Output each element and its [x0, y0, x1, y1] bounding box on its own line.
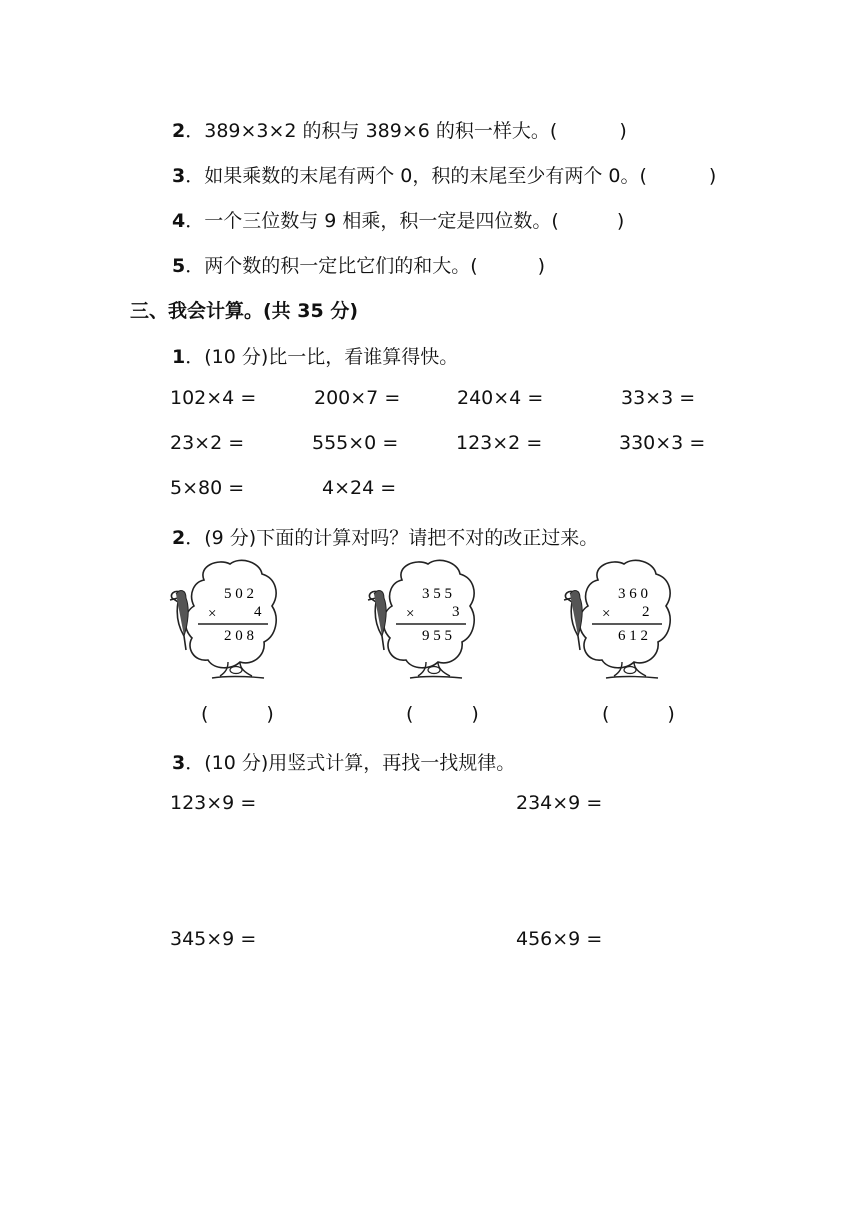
tree-woodpecker-icon [168, 558, 288, 688]
calc-expr: 200×7 = [314, 387, 401, 409]
vertical-calc-expr: 234×9 = [516, 792, 603, 814]
tree-top-number: 3 5 5 [422, 586, 452, 602]
question-text: ．(10 分)比一比，看谁算得快。 [185, 346, 459, 368]
item-text: ．如果乘数的末尾有两个 0，积的末尾至少有两个 0。( [185, 165, 647, 187]
tree-multiplier: 4 [254, 604, 262, 620]
item-number: 2 [172, 120, 186, 142]
question-number: 1 [172, 346, 186, 368]
calc-expr: 33×3 = [621, 387, 696, 409]
item-close-paren: ) [708, 165, 717, 187]
vertical-calc-expr: 123×9 = [170, 792, 257, 814]
item-close-paren: ) [619, 120, 627, 142]
judge-item-5 [172, 251, 545, 278]
item-text: ．两个数的积一定比它们的和大。( [185, 255, 478, 277]
tree-top-number: 5 0 2 [224, 586, 254, 602]
judge-item-3 [172, 161, 716, 188]
calc-expr: 330×3 = [619, 432, 706, 454]
judge-item-4 [172, 206, 624, 233]
item-close-paren: ) [537, 255, 546, 277]
multiply-sign: × [406, 606, 415, 622]
multiply-sign: × [208, 606, 217, 622]
answer-parens-1[interactable]: ( ) [201, 703, 274, 725]
item-number: 4 [172, 210, 186, 232]
item-number: 5 [172, 255, 186, 277]
tree-woodpecker-icon [562, 558, 682, 688]
calc-expr: 555×0 = [312, 432, 399, 454]
question-2 [172, 523, 598, 550]
tree-result: 2 0 8 [224, 628, 254, 644]
calc-expr: 102×4 = [170, 387, 257, 409]
question-text: ．(9 分)下面的计算对吗？请把不对的改正过来。 [185, 527, 599, 549]
multiply-sign: × [602, 606, 611, 622]
item-number: 3 [172, 165, 186, 187]
tree-result: 6 1 2 [618, 628, 648, 644]
calc-expr: 23×2 = [170, 432, 245, 454]
tree-multiplier: 3 [452, 604, 460, 620]
question-1 [172, 342, 458, 369]
tree-calc-1 [168, 558, 288, 688]
calc-expr: 5×80 = [170, 477, 245, 499]
question-number: 3 [172, 752, 186, 774]
tree-calc-2 [366, 558, 486, 688]
question-number: 2 [172, 527, 186, 549]
section-heading: 三、我会计算。(共 35 分) [130, 300, 359, 322]
calc-expr: 123×2 = [456, 432, 543, 454]
item-close-paren: ) [616, 210, 625, 232]
question-3 [172, 748, 515, 775]
judge-item-2 [172, 116, 627, 143]
calc-expr: 4×24 = [322, 477, 397, 499]
vertical-calc-expr: 345×9 = [170, 928, 257, 950]
item-text: ．一个三位数与 9 相乘，积一定是四位数。( [185, 210, 559, 232]
answer-parens-2[interactable]: ( ) [406, 703, 479, 725]
tree-calc-3 [562, 558, 682, 688]
question-text: ．(10 分)用竖式计算，再找一找规律。 [185, 752, 516, 774]
tree-multiplier: 2 [642, 604, 650, 620]
tree-top-number: 3 6 0 [618, 586, 648, 602]
item-text: ．389×3×2 的积与 389×6 的积一样大。( [185, 120, 558, 142]
answer-parens-3[interactable]: ( ) [602, 703, 675, 725]
tree-result: 9 5 5 [422, 628, 452, 644]
calc-expr: 240×4 = [457, 387, 544, 409]
tree-woodpecker-icon [366, 558, 486, 688]
vertical-calc-expr: 456×9 = [516, 928, 603, 950]
